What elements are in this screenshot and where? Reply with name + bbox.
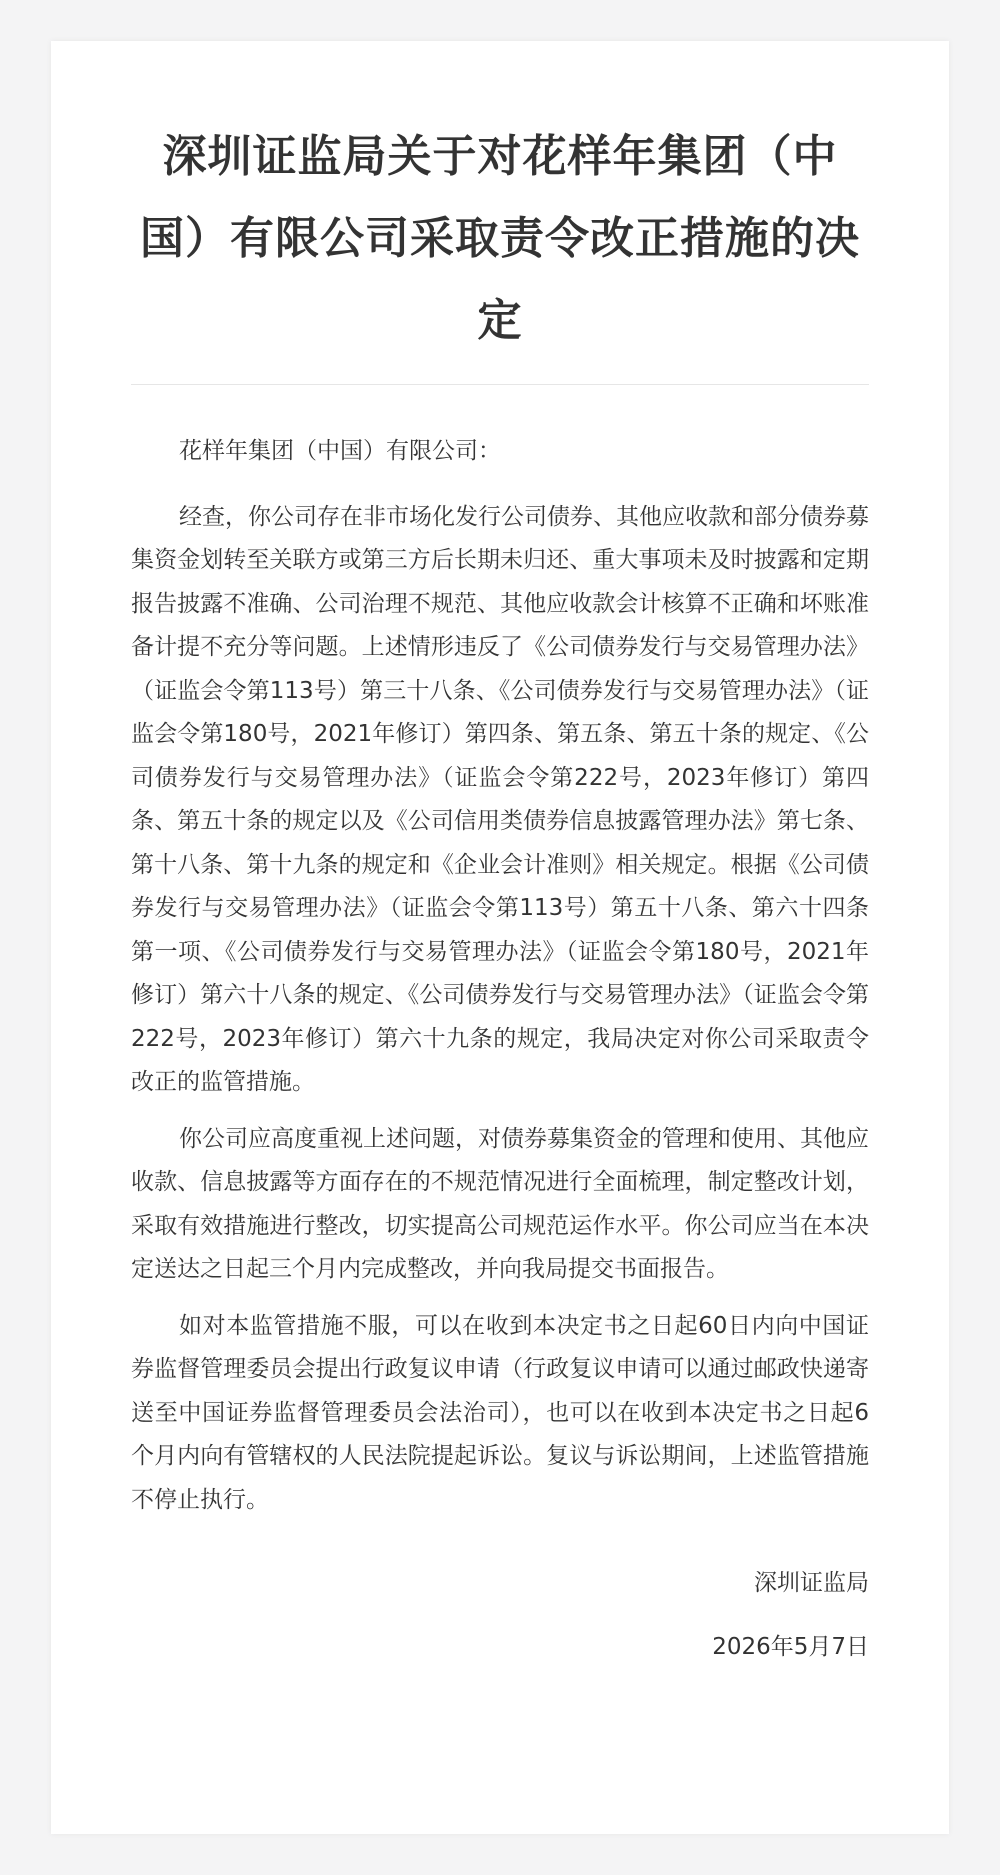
paragraph-findings: 经查，你公司存在非市场化发行公司债券、其他应收款和部分债券募集资金划转至关联方或第三方后长期未归还、重大事项未及时披露和定期报告披露不准确、公司治理不规范、其他应收款会计核算不正确和坏账准备计提不充分等问题。上述情形违反了《公司债券发行与交易管理办法》（证监会令第113号）第三十八条、《公司债券发行与交易管理办法》（证监会令第180号，2021年修订）第四条、第五条、第五十条的规定、《公司债券发行与交易管理办法》（证监会令第222号，2023年修订）第四条、第五十条的规定以及《公司信用类债券信息披露管理办法》第七条、第十八条、第十九条的规定和《企业会计准则》相关规定。根据《公司债券发行与交易管理办法》（证监会令第113号）第五十八条、第六十四条第一项、《公司债券发行与交易管理办法》（证监会令第180号，2021年修订）第六十八条的规定、《公司债券发行与交易管理办法》（证监会令第222号，2023年修订）第六十九条的规定，我局决定对你公司采取责令改正的监管措施。	[131, 503, 869, 1095]
document-card	[51, 41, 949, 1834]
issue-date: 2026年5月7日	[712, 1633, 869, 1660]
signature-block	[131, 1562, 869, 1669]
document-title: 深圳证监局关于对花样年集团（中国）有限公司采取责令改正措施的决定	[140, 131, 860, 346]
paragraph-rectification: 你公司应高度重视上述问题，对债券募集资金的管理和使用、其他应收款、信息披露等方面存在的不规范情况进行全面梳理，制定整改计划，采取有效措施进行整改，切实提高公司规范运作水平。你公司应当在本决定送达之日起三个月内完成整改，并向我局提交书面报告。	[131, 1125, 869, 1282]
salutation: 花样年集团（中国）有限公司：	[179, 438, 501, 464]
title-divider	[131, 384, 869, 385]
paragraph-appeal: 如对本监管措施不服，可以在收到本决定书之日起60日内向中国证券监督管理委员会提出行政复议申请（行政复议申请可以通过邮政快递寄送至中国证券监督管理委员会法治司），也可以在收到本决定书之日起6个月内向有管辖权的人民法院提起诉讼。复议与诉讼期间，上述监管措施不停止执行。	[131, 1312, 869, 1513]
document-body	[131, 430, 869, 1522]
issuer-name: 深圳证监局	[754, 1570, 869, 1596]
document-content	[131, 41, 869, 1669]
